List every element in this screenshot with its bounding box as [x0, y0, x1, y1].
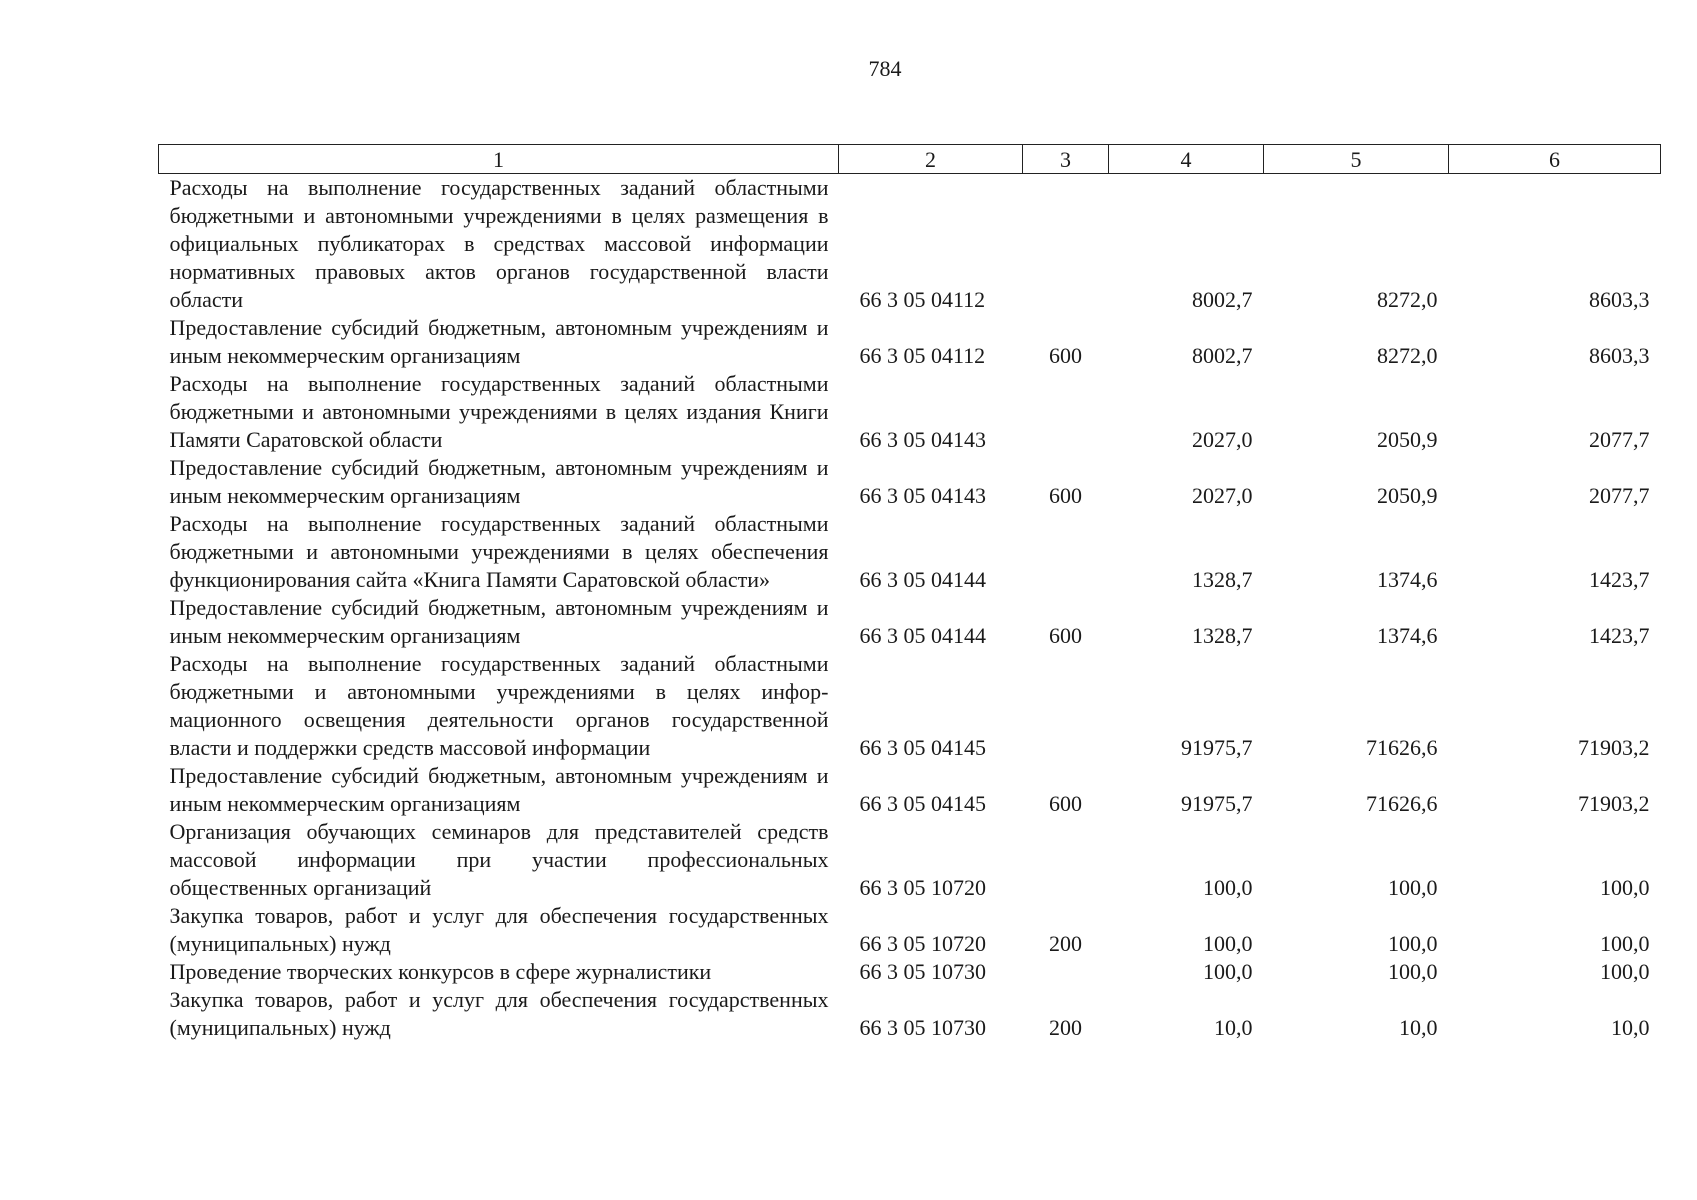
row-description: Предоставление субсидий бюджетным, автономным учреждениям и иным некоммерческим организациям: [169, 763, 829, 816]
row-description: Расходы на выполнение государственных заданий областными бюджетными и автономными учреждениями в целях информационного освещения деятельности органов государственной власти и поддержки средств массовой информации: [169, 651, 829, 760]
table-body: [159, 174, 1661, 1043]
table-row: [159, 314, 1661, 370]
row-value-year-3: 8603,3: [1589, 343, 1650, 368]
row-code: 66 3 05 10720: [859, 931, 986, 956]
row-value-year-3: 2077,7: [1589, 483, 1650, 508]
row-value-year-1: 1328,7: [1192, 623, 1253, 648]
table-row: [159, 370, 1661, 454]
table-row: [159, 958, 1661, 986]
header-row: [159, 145, 1661, 174]
row-value-year-1: 100,0: [1203, 875, 1253, 900]
row-code: 66 3 05 04112: [859, 287, 986, 312]
row-description: Предоставление субсидий бюджетным, автономным учреждениям и иным некоммерческим организациям: [169, 455, 829, 508]
row-code: 66 3 05 04143: [859, 483, 986, 508]
row-expense-type: 600: [1049, 343, 1082, 368]
row-expense-type: 600: [1049, 483, 1082, 508]
row-description: Закупка товаров, работ и услуг для обеспечения государственных (муниципальных) нужд: [169, 987, 829, 1040]
row-value-year-1: 1328,7: [1192, 567, 1253, 592]
row-value-year-2: 71626,6: [1366, 735, 1438, 760]
row-value-year-2: 100,0: [1388, 959, 1438, 984]
table-row: [159, 986, 1661, 1042]
table-row: [159, 650, 1661, 762]
row-expense-type: [1023, 174, 1109, 315]
budget-table: [158, 144, 1661, 1042]
row-description: Проведение творческих конкурсов в сфере журналистики: [169, 959, 712, 984]
row-value-year-3: 2077,7: [1589, 427, 1650, 452]
row-value-year-2: 100,0: [1388, 931, 1438, 956]
row-code: 66 3 05 04112: [859, 343, 986, 368]
row-value-year-3: 10,0: [1611, 1015, 1650, 1040]
table-row: [159, 902, 1661, 958]
row-value-year-3: 71903,2: [1578, 791, 1650, 816]
header-col-1: 1: [159, 145, 839, 174]
row-value-year-2: 1374,6: [1377, 567, 1438, 592]
row-value-year-2: 2050,9: [1377, 483, 1438, 508]
row-expense-type: 200: [1049, 1015, 1082, 1040]
table-row: [159, 510, 1661, 594]
row-value-year-1: 100,0: [1203, 931, 1253, 956]
row-value-year-1: 100,0: [1203, 959, 1253, 984]
row-value-year-1: 8002,7: [1192, 343, 1253, 368]
header-col-6: 6: [1449, 145, 1661, 174]
row-description: Организация обучающих семинаров для представителей средств массовой информации при участии профессиональных общественных организаций: [169, 819, 829, 900]
row-code: 66 3 05 04144: [859, 623, 986, 648]
table-header: [159, 145, 1661, 174]
row-code: 66 3 05 04144: [859, 567, 986, 592]
row-expense-type: [1023, 510, 1109, 594]
row-value-year-1: 2027,0: [1192, 427, 1253, 452]
row-value-year-2: 1374,6: [1377, 623, 1438, 648]
row-description: Закупка товаров, работ и услуг для обеспечения государственных (муниципальных) нужд: [169, 903, 829, 956]
header-col-2: 2: [839, 145, 1023, 174]
row-value-year-2: 100,0: [1388, 875, 1438, 900]
row-code: 66 3 05 04145: [859, 735, 986, 760]
table-row: [159, 818, 1661, 902]
row-value-year-2: 8272,0: [1377, 343, 1438, 368]
row-code: 66 3 05 10730: [859, 1015, 986, 1040]
row-value-year-1: 8002,7: [1192, 287, 1253, 312]
row-description: Расходы на выполнение государственных заданий областными бюджетными и автономными учреждениями в целях обеспечения функционирования сайта «Книга Памяти Саратовской области»: [169, 511, 829, 592]
row-value-year-3: 100,0: [1600, 959, 1650, 984]
row-code: 66 3 05 04145: [859, 791, 986, 816]
row-expense-type: 600: [1049, 623, 1082, 648]
row-value-year-1: 91975,7: [1181, 735, 1253, 760]
header-col-3: 3: [1023, 145, 1109, 174]
row-description: Предоставление субсидий бюджетным, автономным учреждениям и иным некоммерческим организациям: [169, 315, 829, 368]
row-value-year-2: 2050,9: [1377, 427, 1438, 452]
row-value-year-2: 71626,6: [1366, 791, 1438, 816]
row-value-year-3: 100,0: [1600, 875, 1650, 900]
header-col-5: 5: [1264, 145, 1449, 174]
table-row: [159, 762, 1661, 818]
row-description: Расходы на выполнение государственных заданий областными бюджетными и автономными учреждениями в целях размещения в официальных публикаторах в средствах массовой информации нормативных правовых актов органов государственной власти области: [169, 175, 829, 312]
row-value-year-3: 1423,7: [1589, 567, 1650, 592]
row-code: 66 3 05 10730: [859, 959, 986, 984]
row-value-year-2: 10,0: [1399, 1015, 1438, 1040]
row-value-year-3: 1423,7: [1589, 623, 1650, 648]
row-value-year-3: 71903,2: [1578, 735, 1650, 760]
row-description: Предоставление субсидий бюджетным, автономным учреждениям и иным некоммерческим организациям: [169, 595, 829, 648]
row-expense-type: [1023, 650, 1109, 762]
row-value-year-2: 8272,0: [1377, 287, 1438, 312]
page-number: 784: [868, 56, 902, 81]
row-value-year-3: 100,0: [1600, 931, 1650, 956]
row-code: 66 3 05 04143: [859, 427, 986, 452]
row-expense-type: [1023, 958, 1109, 986]
row-expense-type: [1023, 370, 1109, 454]
row-code: 66 3 05 10720: [859, 875, 986, 900]
table-row: [159, 594, 1661, 650]
row-expense-type: 600: [1049, 791, 1082, 816]
table-row: [159, 454, 1661, 510]
row-description: Расходы на выполнение государственных заданий областными бюджетными и автономными учреждениями в целях издания Книги Памяти Саратовской области: [169, 371, 829, 452]
header-col-4: 4: [1109, 145, 1264, 174]
row-value-year-1: 10,0: [1214, 1015, 1253, 1040]
row-value-year-3: 8603,3: [1589, 287, 1650, 312]
row-value-year-1: 91975,7: [1181, 791, 1253, 816]
row-expense-type: [1023, 818, 1109, 902]
row-value-year-1: 2027,0: [1192, 483, 1253, 508]
row-expense-type: 200: [1049, 931, 1082, 956]
table-row: [159, 174, 1661, 315]
